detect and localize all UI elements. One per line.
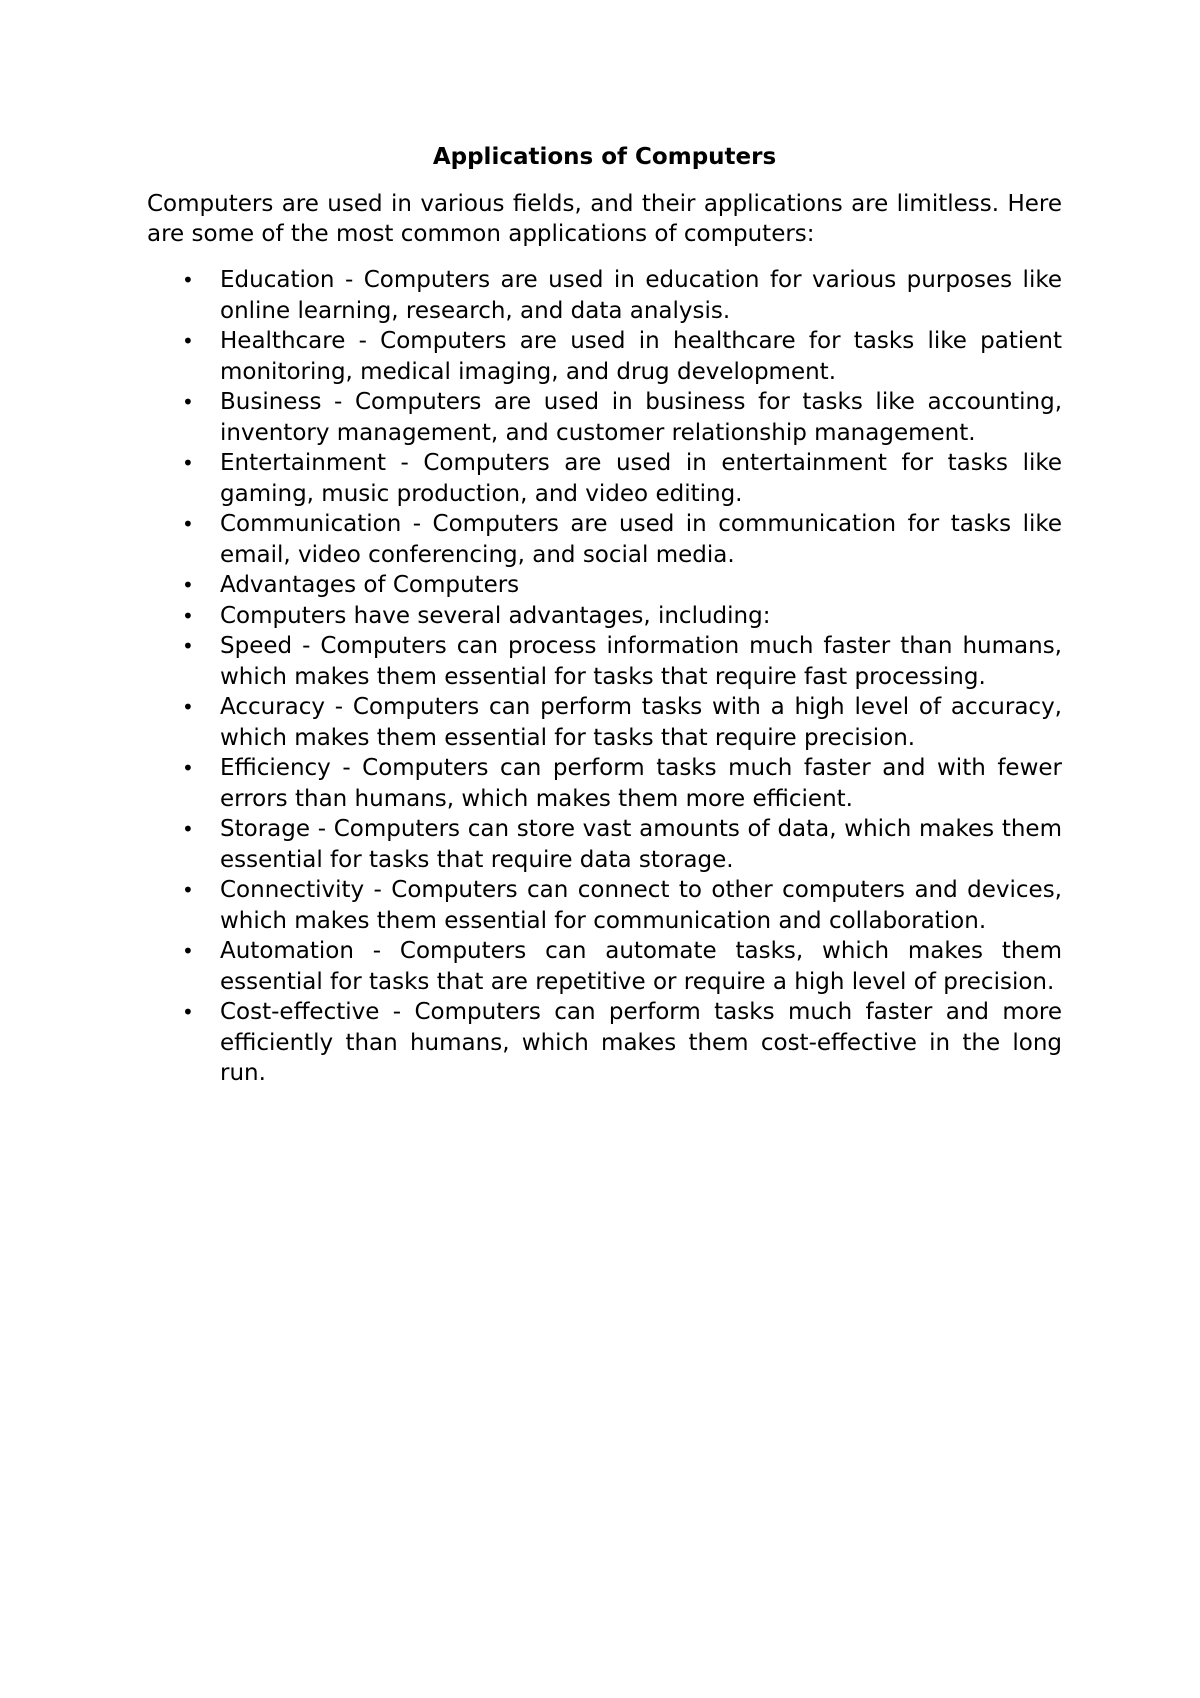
list-item-text: Automation - Computers can automate tasks, which makes them essential for tasks that are repetitive or require a high level of precision. xyxy=(220,938,1062,995)
intro-paragraph: Computers are used in various fields, and their applications are limitless. Here are some of the most common applications of computers: xyxy=(147,191,1062,247)
applications-list xyxy=(147,265,1062,1089)
bullet-icon: • xyxy=(182,695,194,719)
list-item xyxy=(147,570,1062,601)
list-item xyxy=(147,936,1062,997)
list-item-text: Speed - Computers can process information much faster than humans, which makes them essential for tasks that require fast processing. xyxy=(220,633,1062,690)
list-item-text: Cost-effective - Computers can perform tasks much faster and more efficiently than humans, which makes them cost-effective in the long run. xyxy=(220,999,1062,1086)
bullet-icon: • xyxy=(182,390,194,414)
bullet-icon: • xyxy=(182,329,194,353)
bullet-icon: • xyxy=(182,451,194,475)
bullet-icon: • xyxy=(182,268,194,292)
document-title: Applications of Computers xyxy=(432,144,777,170)
bullet-icon: • xyxy=(182,603,194,628)
list-item-text: Communication - Computers are used in communication for tasks like email, video conferencing, and social media. xyxy=(220,511,1062,568)
list-item-text: Connectivity - Computers can connect to other computers and devices, which makes them essential for communication and collaboration. xyxy=(220,877,1062,934)
list-item-text: Accuracy - Computers can perform tasks with a high level of accuracy, which makes them essential for tasks that require precision. xyxy=(220,694,1062,751)
list-item-text: Entertainment - Computers are used in entertainment for tasks like gaming, music production, and video editing. xyxy=(220,450,1062,507)
list-item xyxy=(147,997,1062,1089)
list-item xyxy=(147,448,1062,509)
list-item-text: Healthcare - Computers are used in healthcare for tasks like patient monitoring, medical imaging, and drug development. xyxy=(220,328,1062,385)
list-item xyxy=(147,601,1062,632)
list-item xyxy=(147,814,1062,875)
bullet-icon: • xyxy=(182,939,194,963)
bullet-icon: • xyxy=(182,573,194,597)
list-item xyxy=(147,753,1062,814)
bullet-icon: • xyxy=(182,756,194,780)
list-item-text: Efficiency - Computers can perform tasks much faster and with fewer errors than humans, which makes them more efficient. xyxy=(220,755,1062,812)
bullet-icon: • xyxy=(182,634,194,658)
list-item-text: Business - Computers are used in business for tasks like accounting, inventory management, and customer relationship management. xyxy=(220,389,1062,446)
bullet-icon: • xyxy=(182,817,194,841)
list-item xyxy=(147,631,1062,692)
bullet-icon: • xyxy=(182,512,194,536)
bullet-icon: • xyxy=(182,878,194,902)
list-item-text: Education - Computers are used in education for various purposes like online learning, research, and data analysis. xyxy=(220,267,1062,324)
list-item-text: Advantages of Computers xyxy=(220,572,520,598)
list-item-text: Storage - Computers can store vast amounts of data, which makes them essential for tasks that require data storage. xyxy=(220,816,1062,873)
list-item xyxy=(147,387,1062,448)
list-item xyxy=(147,326,1062,387)
list-item-text: Computers have several advantages, including: xyxy=(220,602,771,629)
list-item xyxy=(147,265,1062,326)
list-item xyxy=(147,509,1062,570)
document-page xyxy=(147,142,1062,1089)
bullet-icon: • xyxy=(182,1000,194,1024)
list-item xyxy=(147,692,1062,753)
list-item xyxy=(147,875,1062,936)
